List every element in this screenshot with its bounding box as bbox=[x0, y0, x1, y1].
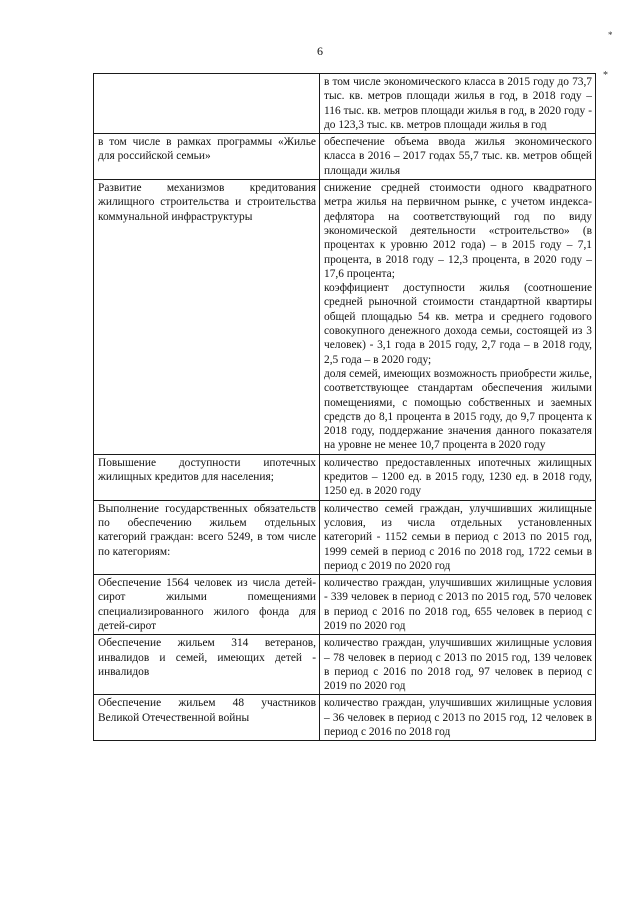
page-number: 6 bbox=[317, 44, 323, 58]
row-goal-cell: Обеспечение жильем 48 участников Великой Отечественной войны bbox=[94, 695, 320, 741]
table-row bbox=[94, 695, 596, 741]
corner-mark: * bbox=[608, 30, 613, 40]
table-row bbox=[94, 575, 596, 635]
row-goal-cell: в том числе в рамках программы «Жилье для российской семьи» bbox=[94, 134, 320, 180]
row-goal-cell bbox=[94, 74, 320, 134]
row-indicator-cell bbox=[320, 500, 596, 574]
row-goal-cell: Обеспечение жильем 314 ветеранов, инвалидов и семей, имеющих детей - инвалидов bbox=[94, 635, 320, 695]
table-row bbox=[94, 635, 596, 695]
row-indicator-cell bbox=[320, 454, 596, 500]
row-goal-cell: Развитие механизмов кредитования жилищного строительства и строительства коммунальной инфраструктуры bbox=[94, 180, 320, 455]
indicator-text: количество предоставленных ипотечных жилищных кредитов – 1200 ед. в 2015 году, 1230 ед. в 2018 году, 1250 ед. в 2020 году bbox=[324, 456, 592, 498]
row-indicator-cell bbox=[320, 575, 596, 635]
table-row bbox=[94, 134, 596, 180]
row-indicator-cell bbox=[320, 134, 596, 180]
row-indicator-cell bbox=[320, 695, 596, 741]
row-indicator-cell bbox=[320, 180, 596, 455]
indicator-text: снижение средней стоимости одного квадратного метра жилья на первичном рынке, с учетом индекса-дефлятора на соответствующий год по виду экономической деятельности «строительство» (в процентах к уровню 2012 года) – в 2015 году – 7,1 процента, в 2018 году – 12,3 процента, в 2020 году – 17,6 процента; bbox=[324, 182, 592, 280]
indicator-text: количество граждан, улучшивших жилищные условия – 36 человек в период с 2013 по 2015 год, 12 человек в период с 2016 по 2018 год bbox=[324, 697, 592, 739]
table-row bbox=[94, 74, 596, 134]
row-goal-cell: Выполнение государственных обязательств по обеспечению жильем отдельных категорий граждан: всего 5249, в том числе по категориям: bbox=[94, 500, 320, 574]
indicator-text: в том числе экономического класса в 2015 году до 73,7 тыс. кв. метров площади жилья в год, в 2018 году – 116 тыс. кв. метров площади жилья в год, в 2020 году - до 123,3 тыс. кв. метров площади жилья в год bbox=[324, 76, 592, 131]
row-indicator-cell bbox=[320, 635, 596, 695]
table-row bbox=[94, 180, 596, 455]
indicator-text: обеспечение объема ввода жилья экономического класса в 2016 – 2017 годах 55,7 тыс. кв. метров общей площади жилья bbox=[324, 136, 592, 177]
indicator-text: количество граждан, улучшивших жилищные условия - 339 человек в период с 2013 по 2015 год, 570 человек в период с 2016 по 2018 год, 655 человек в период с 2019 по 2020 год bbox=[324, 577, 592, 632]
row-indicator-cell bbox=[320, 74, 596, 134]
indicator-text: коэффициент доступности жилья (соотношение средней рыночной стоимости стандартной квартиры общей площадью 54 кв. метра и среднего годового совокупного денежного дохода семьи, состоящей из 3 человек) - 3,1 года в 2015 году, 2,7 года – в 2018 году, 2,5 года – в 2020 году; bbox=[324, 282, 592, 366]
table-row bbox=[94, 454, 596, 500]
indicator-text: количество семей граждан, улучшивших жилищные условия, из числа отдельных установленных категорий - 1152 семьи в период с 2013 по 2015 год, 1999 семей в период с 2016 по 2018 год, 1722 семьи в период с 2019 по 2020 год bbox=[324, 502, 592, 572]
side-mark: * bbox=[603, 70, 608, 81]
indicators-table bbox=[93, 73, 596, 741]
indicator-text: количество граждан, улучшивших жилищные условия – 78 человек в период с 2013 по 2015 год, 139 человек в период с 2016 по 2018 год, 97 человек в период с 2019 по 2020 год bbox=[324, 637, 592, 693]
indicator-text: доля семей, имеющих возможность приобрести жилье, соответствующее стандартам обеспечения жилыми помещениями, с помощью собственных и заемных средств до 8,1 процента в 2015 году, до 9,7 процента к 2018 году, поддержание значения данного показателя на уровне не менее 10,7 процента в 2020 году bbox=[324, 367, 592, 452]
row-goal-cell: Обеспечение 1564 человек из числа детей-сирот жилыми помещениями специализированного жилого фонда для детей-сирот bbox=[94, 575, 320, 635]
row-goal-cell: Повышение доступности ипотечных жилищных кредитов для населения; bbox=[94, 454, 320, 500]
table-row bbox=[94, 500, 596, 574]
